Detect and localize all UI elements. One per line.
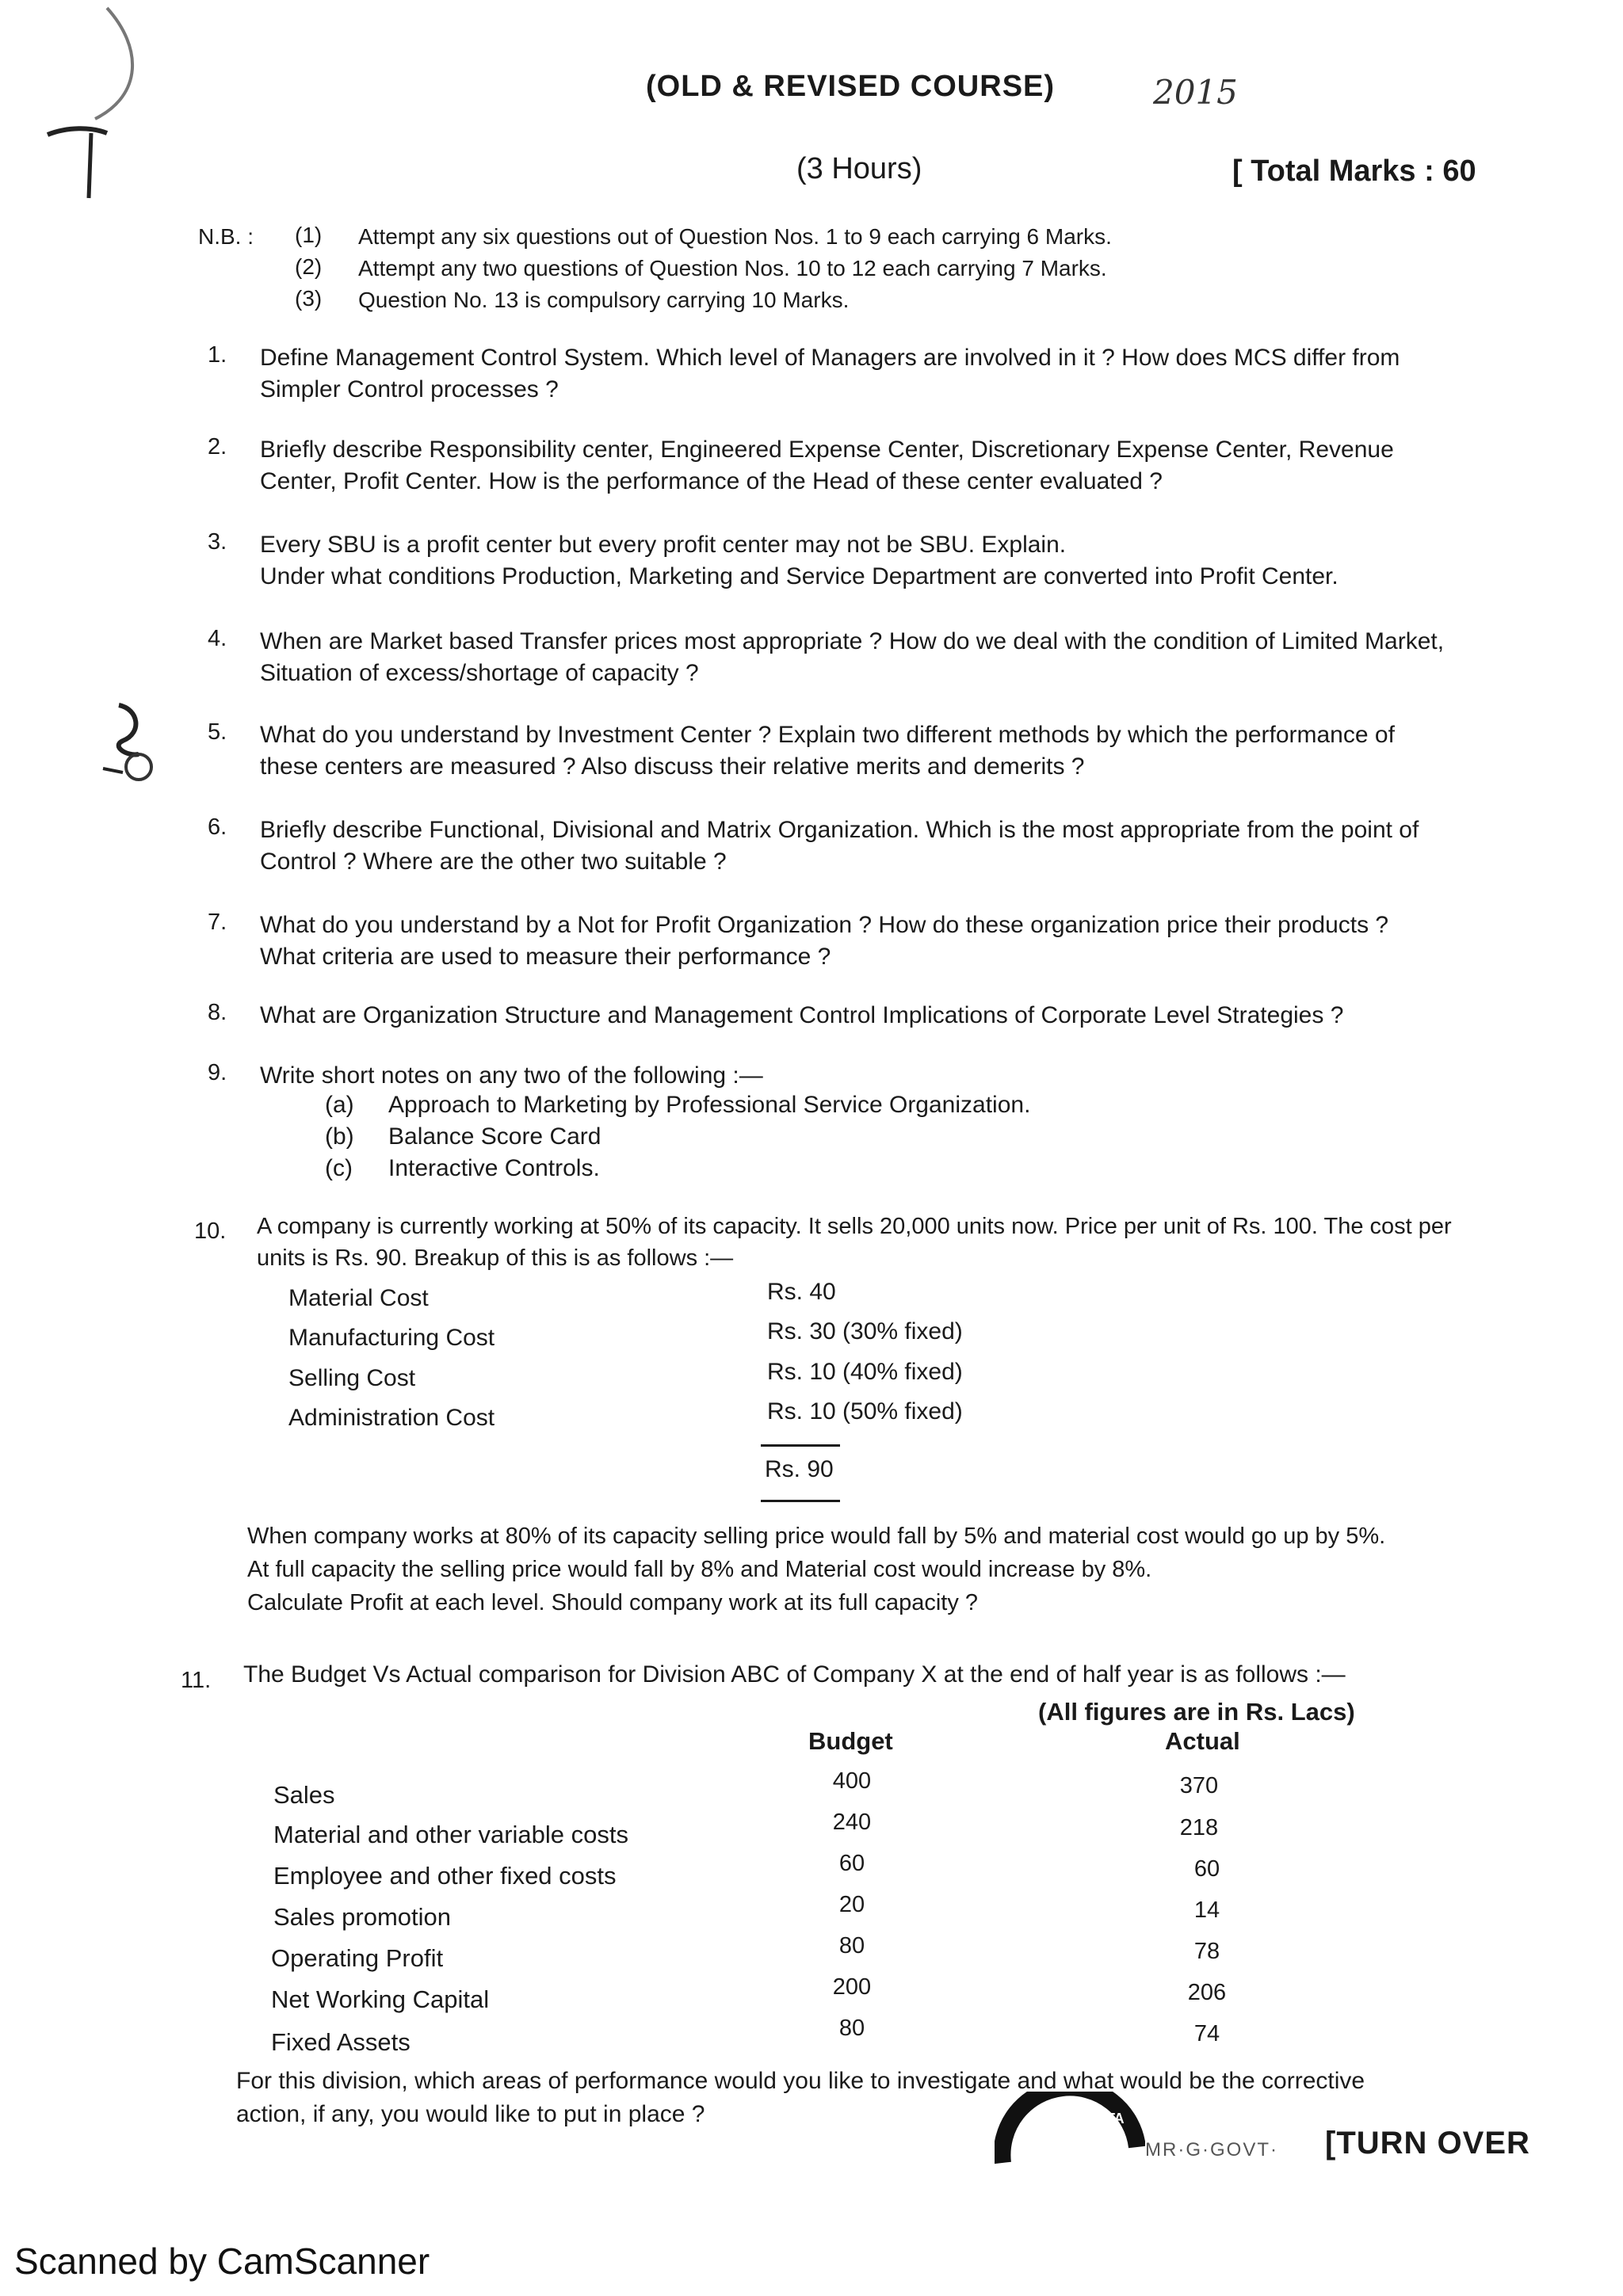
scanner-watermark: Scanned by CamScanner (14, 2241, 430, 2282)
table-cell-budget: 400 (832, 1768, 872, 1794)
question-line: these centers are measured ? Also discuss their relative merits and demerits ? (260, 753, 1085, 780)
instruction-text: Question No. 13 is compulsory carrying 10 Marks. (358, 288, 850, 312)
question-number: 9. (208, 1060, 227, 1085)
question-line: Situation of excess/shortage of capacity ? (260, 660, 699, 686)
question-line: Control ? Where are the other two suitable ? (260, 849, 727, 875)
question-number: 7. (208, 910, 227, 935)
question-text (260, 814, 1419, 878)
question-text (236, 2065, 1365, 2131)
sub-item-label: (c) (325, 1155, 353, 1181)
cost-value: Rs. 10 (50% fixed) (767, 1398, 963, 1425)
column-header-budget: Budget (808, 1727, 893, 1755)
total-marks: [ Total Marks : 60 (1232, 154, 1476, 188)
question-line: Briefly describe Functional, Divisional and Matrix Organization. Which is the most appropriate from the point of (260, 817, 1419, 843)
university-stamp (995, 2092, 1145, 2167)
question-number: 6. (208, 814, 227, 840)
question-text (260, 342, 1400, 406)
question-number: 1. (208, 342, 227, 368)
question-line: A company is currently working at 50% of its capacity. It sells 20,000 units now. Price per unit of Rs. 100. The cost per (257, 1214, 1452, 1239)
question-text (260, 910, 1388, 973)
table-row-label: Net Working Capital (271, 1985, 490, 2013)
question-line: Under what conditions Production, Marketing and Service Department are converted into Profit Center. (260, 563, 1338, 589)
question-number: 8. (208, 1000, 227, 1025)
question-line: Simpler Control processes ? (260, 376, 559, 402)
question-line: When are Market based Transfer prices most appropriate ? How do we deal with the condition of Limited Market, (260, 628, 1445, 654)
sub-item-label: (a) (325, 1092, 354, 1118)
handwritten-year: 2015 (1153, 73, 1238, 112)
table-cell-budget: 60 (838, 1851, 865, 1876)
total-rule-top (761, 1444, 840, 1447)
instruction-number: (1) (295, 223, 323, 247)
sub-item-text: Approach to Marketing by Professional Service Organization. (388, 1092, 1031, 1118)
table-row-label: Material and other variable costs (273, 1821, 629, 1848)
table-row-label: Employee and other fixed costs (273, 1862, 617, 1890)
table-cell-actual: 370 (1179, 1773, 1219, 1798)
turn-over-label: [TURN OVER (1325, 2126, 1530, 2161)
question-text (260, 434, 1394, 498)
table-cell-actual: 60 (1193, 1856, 1220, 1882)
cost-value: Rs. 10 (40% fixed) (767, 1359, 963, 1385)
margin-pencil-mark (95, 697, 166, 784)
sub-item-label: (b) (325, 1123, 354, 1150)
table-cell-budget: 80 (838, 2016, 865, 2041)
question-line: When company works at 80% of its capacity selling price would fall by 5% and material cost would go up by 5%. (247, 1524, 1386, 1549)
stamp-text: GOVT. STA (1050, 2111, 1125, 2126)
instruction-number: (2) (295, 254, 323, 279)
column-header-actual: Actual (1165, 1727, 1240, 1755)
table-cell-budget: 200 (832, 1974, 872, 2000)
question-line: What criteria are used to measure their performance ? (260, 944, 831, 970)
question-text (257, 1211, 1452, 1274)
course-title: (OLD & REVISED COURSE) (646, 70, 1056, 103)
question-text (260, 1060, 763, 1092)
stamp-noise: MR·G·GOVT· (1145, 2139, 1278, 2161)
question-line: For this division, which areas of performance would you like to investigate and what would be the corrective (236, 2068, 1365, 2094)
cost-total: Rs. 90 (765, 1456, 834, 1482)
exam-duration: (3 Hours) (796, 152, 922, 185)
question-line: Calculate Profit at each level. Should company work at its full capacity ? (247, 1590, 979, 1615)
total-rule-bottom (761, 1500, 840, 1502)
cost-value: Rs. 40 (767, 1279, 836, 1305)
question-number: 11. (181, 1668, 212, 1693)
table-cell-budget: 80 (838, 1933, 865, 1958)
question-line: What do you understand by Investment Center ? Explain two different methods by which the performance of (260, 722, 1395, 748)
question-line: Center, Profit Center. How is the performance of the Head of these center evaluated ? (260, 468, 1163, 494)
corner-stroke-mark (32, 0, 143, 214)
question-line: What do you understand by a Not for Profit Organization ? How do these organization price their products ? (260, 912, 1389, 938)
instruction-number: (3) (295, 286, 323, 311)
question-number: 10. (194, 1219, 227, 1244)
table-cell-actual: 14 (1193, 1897, 1220, 1923)
instruction-text: Attempt any six questions out of Question Nos. 1 to 9 each carrying 6 Marks. (358, 224, 1112, 249)
question-text (247, 1520, 1385, 1619)
question-text (260, 1000, 1343, 1032)
question-line: Briefly describe Responsibility center, Engineered Expense Center, Discretionary Expense Center, Revenue (260, 437, 1394, 463)
question-line: units is Rs. 90. Breakup of this is as follows :— (257, 1245, 734, 1271)
cost-value: Rs. 30 (30% fixed) (767, 1318, 963, 1344)
question-line: Write short notes on any two of the following :— (260, 1062, 763, 1089)
question-text: The Budget Vs Actual comparison for Division ABC of Company X at the end of half year is as follows :— (243, 1661, 1346, 1688)
table-cell-actual: 78 (1193, 1939, 1220, 1964)
table-cell-budget: 20 (838, 1892, 865, 1917)
table-cell-actual: 206 (1187, 1980, 1227, 2005)
table-row-label: Operating Profit (271, 1944, 444, 1972)
cost-label: Administration Cost (288, 1405, 495, 1431)
cost-label: Material Cost (288, 1285, 429, 1311)
question-line: Every SBU is a profit center but every profit center may not be SBU. Explain. (260, 532, 1067, 558)
table-row-label: Sales (273, 1781, 335, 1809)
units-note: (All figures are in Rs. Lacs) (1038, 1698, 1355, 1726)
question-line: Define Management Control System. Which level of Managers are involved in it ? How does MCS differ from (260, 345, 1400, 371)
question-number: 3. (208, 529, 227, 555)
cost-label: Selling Cost (288, 1365, 416, 1391)
question-line: What are Organization Structure and Management Control Implications of Corporate Level Strategies ? (260, 1002, 1344, 1028)
table-row-label: Sales promotion (273, 1903, 452, 1931)
question-number: 5. (208, 719, 227, 745)
question-text (260, 719, 1395, 783)
instructions-label: N.B. : (198, 224, 254, 249)
table-cell-actual: 74 (1193, 2021, 1220, 2046)
question-text (260, 529, 1338, 593)
question-text (260, 626, 1444, 689)
sub-item-text: Interactive Controls. (388, 1155, 600, 1181)
instruction-text: Attempt any two questions of Question Nos. 10 to 12 each carrying 7 Marks. (358, 256, 1107, 280)
table-row-label: Fixed Assets (271, 2028, 411, 2056)
question-number: 4. (208, 626, 227, 651)
question-number: 2. (208, 434, 227, 460)
question-line: action, if any, you would like to put in place ? (236, 2101, 705, 2127)
table-cell-budget: 240 (832, 1810, 872, 1835)
cost-label: Manufacturing Cost (288, 1325, 495, 1351)
question-line: At full capacity the selling price would fall by 8% and Material cost would increase by 8%. (247, 1557, 1152, 1582)
table-cell-actual: 218 (1179, 1815, 1219, 1840)
sub-item-text: Balance Score Card (388, 1123, 601, 1150)
